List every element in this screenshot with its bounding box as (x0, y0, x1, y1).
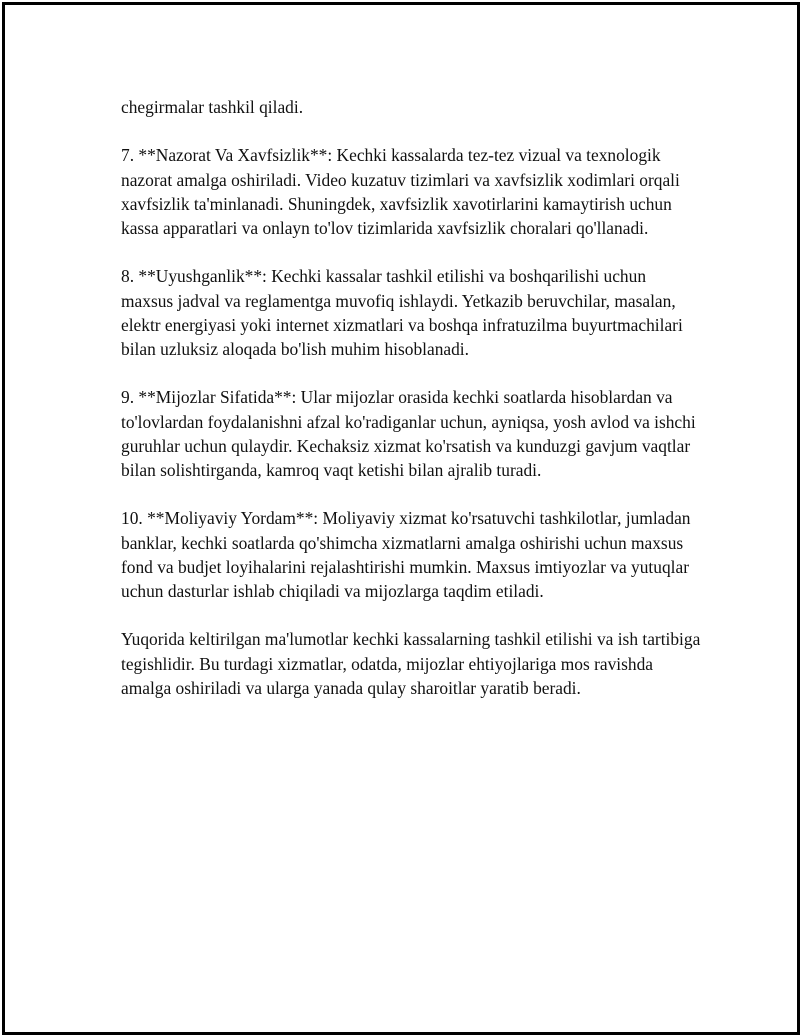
paragraph-item-10: 10. **Moliyaviy Yordam**: Moliyaviy xizmat ko'rsatuvchi tashkilotlar, jumladan banklar, kechki soatlarda qo'shimcha xizmatlarni amalga oshirishi uchun maxsus fond va budjet loyihalarini rejalashtirishi mumkin. Maxsus imtiyozlar va yutuqlar uchun dasturlar ishlab chiqiladi va mijozlarga taqdim etiladi. (121, 508, 691, 601)
paragraph-conclusion: Yuqorida keltirilgan ma'lumotlar kechki kassalarning tashkil etilishi va ish tartibiga tegishlidir. Bu turdagi xizmatlar, odatda, mijozlar ehtiyojlariga mos ravishda amalga oshiriladi va ularga yanada qulay sharoitlar yaratib beradi. (121, 629, 701, 698)
paragraph-item-7: 7. **Nazorat Va Xavfsizlik**: Kechki kassalarda tez-tez vizual va texnologik nazorat amalga oshiriladi. Video kuzatuv tizimlari va xavfsizlik xodimlari orqali xavfsizlik ta'minlanadi. Shuningdek, xavfsizlik xavotirlarini kamaytirish uchun kassa apparatlari va onlayn to'lov tizimlarida xavfsizlik choralari qo'llanadi. (121, 145, 680, 238)
document-body (121, 95, 701, 724)
page-frame (2, 2, 800, 1035)
paragraph-item-8: 8. **Uyushganlik**: Kechki kassalar tashkil etilishi va boshqarilishi uchun maxsus jadval va reglamentga muvofiq ishlaydi. Yetkazib beruvchilar, masalan, elektr energiyasi yoki internet xizmatlari va boshqa infratuzilma buyurtmachilari bilan uzluksiz aloqada bo'lish muhim hisoblanadi. (121, 266, 683, 359)
paragraph-continuation: chegirmalar tashkil qiladi. (121, 97, 304, 117)
paragraph-item-9: 9. **Mijozlar Sifatida**: Ular mijozlar orasida kechki soatlarda hisoblardan va to'lovlardan foydalanishni afzal ko'radiganlar uchun, ayniqsa, yosh avlod va ishchi guruhlar uchun qulaydir. Kechaksiz xizmat ko'rsatish va kunduzgi gavjum vaqtlar bilan solishtirganda, kamroq vaqt ketishi bilan ajralib turadi. (121, 387, 696, 480)
